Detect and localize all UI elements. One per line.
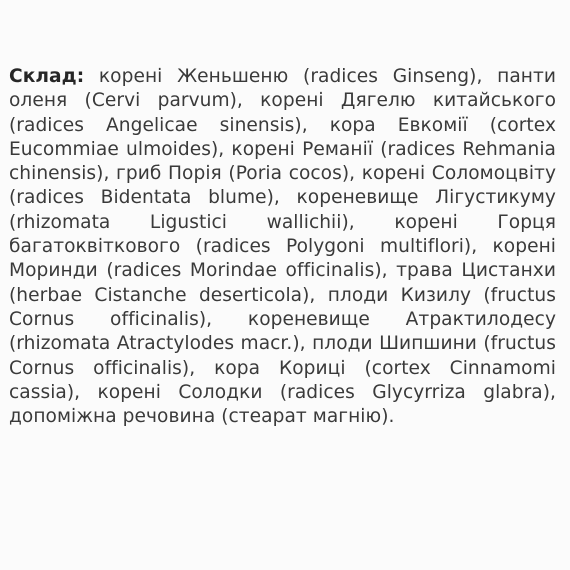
composition-text: корені Женьшеню (radices Ginseng), панти оленя (Cervi parvum), корені Дягелю китайського (radices Angelicae sinensis), кора Евкомії (cortex Eucommiae ulmoides), корені Реманії (radices Rehmania chinensis), гриб Порія (Poria cocos), корені Соломоцвіту (radices Bidentata blume), кореневище Лігустикуму (rhizomata Ligustici wallichii), корені Горця багатоквіткового (radices Polygoni multiflori), корені Моринди (radices Morindae officinalis), трава Цистанхи (herbae Cistanche deserticola), плоди Кизилу (fructus Cornus officinalis), кореневище Атрактилодесу (rhizomata Atractylodes macr.), плоди Шипшини (fructus Cornus officinalis), кора Кориці (cortex Cinnamomi cassia), корені Солодки (radices Glycyrriza glabra), допоміжна речовина (стеарат магнію). <box>9 66 556 428</box>
composition-heading: Склад: <box>9 66 85 87</box>
composition-paragraph <box>9 65 556 429</box>
